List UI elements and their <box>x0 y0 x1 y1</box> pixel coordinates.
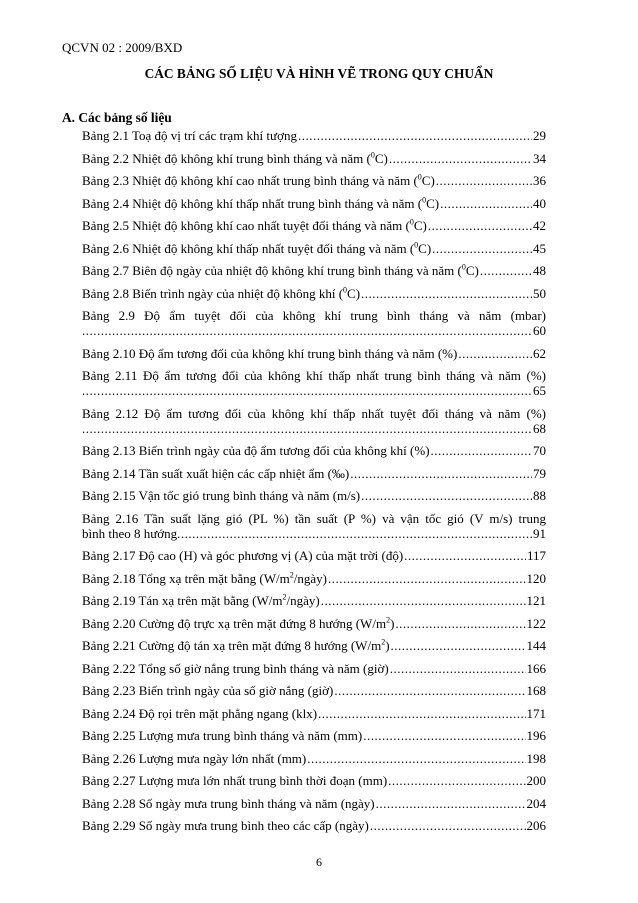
toc-entry-text: Bảng 2.14 Tần suất xuất hiện các cấp nhiệt ẩm (‰) <box>82 465 350 481</box>
toc-entry[interactable] <box>82 683 546 698</box>
toc-entry[interactable] <box>82 488 546 503</box>
toc-entry-text: C) <box>413 218 427 233</box>
dot-leader <box>395 616 525 631</box>
toc-entry-title <box>82 751 306 766</box>
toc-entry-title <box>82 593 320 608</box>
toc-entry[interactable] <box>82 773 546 788</box>
toc-entry[interactable] <box>82 218 546 233</box>
toc-page-number: 42 <box>533 218 546 233</box>
toc-entry[interactable] <box>82 751 546 766</box>
toc-entry[interactable] <box>82 151 546 166</box>
section-title: A. Các bảng số liệu <box>62 110 172 125</box>
dot-leader <box>328 571 526 586</box>
dot-leader <box>334 683 525 698</box>
document-header: QCVN 02 : 2009/BXD <box>62 40 183 55</box>
toc-entry-title <box>82 548 403 563</box>
toc-entry-text: Bảng 2.26 Lượng mưa ngày lớn nhất (mm) <box>82 750 307 766</box>
toc-page-number: 60 <box>533 323 546 338</box>
toc-entry[interactable] <box>82 593 546 608</box>
toc-page-number: 171 <box>526 705 546 721</box>
toc-page-number: 168 <box>526 683 546 698</box>
dot-leader <box>82 323 533 338</box>
toc-entry-text: ) <box>385 638 390 653</box>
toc-entry-title <box>82 661 389 676</box>
toc-entry-text: Bảng 2.2 Nhiệt độ không khí trung bình tháng và năm ( <box>82 150 371 166</box>
dot-leader <box>390 661 526 676</box>
toc-entry-title <box>82 151 388 166</box>
toc-entry-text: Bảng 2.8 Biến trình ngày của nhiệt độ không khí ( <box>82 285 344 301</box>
toc-entry-text: Bảng 2.21 Cường độ tán xạ trên mặt đứng 8 hướng (W/m <box>82 638 382 653</box>
toc-page-number: 121 <box>526 593 546 608</box>
toc-entry-text: /ngày) <box>293 570 327 586</box>
toc-entry-title <box>82 796 375 811</box>
superscript: 0 <box>370 150 375 160</box>
toc-entry[interactable] <box>82 196 546 211</box>
toc-entry-title-continued: bình theo 8 hướng <box>82 525 178 541</box>
toc-entry-title <box>82 638 390 653</box>
dot-leader <box>404 548 526 563</box>
toc-entry-title <box>82 683 333 698</box>
toc-entry-text: C) <box>426 195 440 211</box>
toc-entry[interactable] <box>82 346 546 361</box>
toc-entry-text: Bảng 2.22 Tổng số giờ nắng trung bình tháng và năm (giờ) <box>82 660 389 676</box>
toc-page-number: 79 <box>533 465 546 481</box>
toc-entry-text: Bảng 2.28 Số ngày mưa trung bình tháng và năm (ngày) <box>82 795 375 811</box>
toc-entry[interactable] <box>82 128 546 143</box>
toc-entry-text: C) <box>418 240 432 256</box>
page-number: 6 <box>316 855 322 869</box>
toc-page-number: 198 <box>526 750 546 766</box>
toc-entry-title <box>82 263 479 278</box>
toc-page-number: 88 <box>533 488 546 503</box>
dot-leader <box>318 706 525 721</box>
toc-page-number: 68 <box>533 420 546 436</box>
toc-page-number: 36 <box>533 173 546 188</box>
toc-page-number: 91 <box>533 525 546 541</box>
toc-entry-text: Bảng 2.25 Lượng mưa trung bình tháng và năm (mm) <box>82 728 363 743</box>
toc-page-number: 200 <box>526 773 546 788</box>
toc-entry-text: Bảng 2.19 Tán xạ trên mặt bằng (W/m <box>82 593 283 608</box>
toc-page-number: 48 <box>533 263 546 278</box>
toc-page-number: 122 <box>526 615 546 631</box>
toc-entry[interactable] <box>82 511 546 541</box>
toc-entry[interactable] <box>82 661 546 676</box>
superscript: 0 <box>409 217 414 227</box>
dot-leader <box>363 728 525 743</box>
dot-leader <box>307 751 525 766</box>
toc-entry-text: Bảng 2.7 Biên độ ngày của nhiệt độ không khí trung bình tháng và năm ( <box>82 263 462 278</box>
dot-leader <box>82 421 533 436</box>
dot-leader <box>440 196 532 211</box>
toc-entry-text: Bảng 2.15 Vận tốc gió trung bình tháng và năm (m/s) <box>82 488 361 503</box>
toc-entry-text: Bảng 2.20 Cường độ trực xạ trên mặt đứng 8 hướng (W/m <box>82 615 387 631</box>
dot-leader <box>389 151 532 166</box>
toc-entry-title <box>82 443 430 458</box>
dot-leader <box>370 818 526 833</box>
toc-entry-text: Bảng 2.10 Độ ẩm tương đối của không khí trung bình tháng và năm (%) <box>82 345 458 361</box>
dot-leader <box>432 241 532 256</box>
table-of-contents <box>82 128 546 841</box>
dot-leader <box>82 383 533 398</box>
toc-entry-title <box>82 346 457 361</box>
toc-entry-text: Bảng 2.5 Nhiệt độ không khí cao nhất tuyệt đối tháng và năm ( <box>82 218 410 233</box>
superscript: 0 <box>343 285 348 295</box>
superscript: 0 <box>414 240 419 250</box>
dot-leader <box>361 286 532 301</box>
toc-entry-title <box>82 196 439 211</box>
toc-page-number: 45 <box>533 240 546 256</box>
toc-page-number: 166 <box>526 660 546 676</box>
toc-entry[interactable] <box>82 466 546 481</box>
toc-page-number: 40 <box>533 195 546 211</box>
toc-entry-text: Bảng 2.29 Số ngày mưa trung bình theo các cấp (ngày) <box>82 818 369 833</box>
toc-entry-title <box>82 218 427 233</box>
toc-entry[interactable] <box>82 571 546 586</box>
toc-page-number: 70 <box>533 443 546 458</box>
dot-leader <box>350 466 532 481</box>
toc-page-number: 50 <box>533 285 546 301</box>
dot-leader <box>388 773 525 788</box>
toc-page-number: 120 <box>526 570 546 586</box>
toc-entry-text: Bảng 2.13 Biến trình ngày của độ ẩm tương đối của không khí (%) <box>82 443 430 458</box>
toc-entry[interactable] <box>82 241 546 256</box>
toc-entry[interactable] <box>82 548 546 563</box>
toc-entry-text: C) <box>421 173 435 188</box>
dot-leader <box>376 796 526 811</box>
toc-entry-title: Bảng 2.16 Tần suất lặng gió (PL %) tần suất (P %) và vận tốc gió (V m/s) trung <box>82 510 546 526</box>
dot-leader <box>431 443 532 458</box>
toc-entry[interactable] <box>82 728 546 743</box>
dot-leader <box>480 263 532 278</box>
toc-page-number: 29 <box>533 128 546 143</box>
toc-entry-title <box>82 488 360 503</box>
toc-entry[interactable] <box>82 818 546 833</box>
toc-entry-text: Bảng 2.27 Lượng mưa lớn nhất trung bình thời đoạn (mm) <box>82 773 388 788</box>
toc-entry[interactable] <box>82 263 546 278</box>
toc-entry-text: Bảng 2.17 Độ cao (H) và góc phương vị (A) của mặt trời (độ) <box>82 548 404 563</box>
toc-entry-title <box>82 818 369 833</box>
toc-entry-title <box>82 706 317 721</box>
superscript: 0 <box>417 172 422 182</box>
dot-leader <box>391 638 526 653</box>
superscript: 2 <box>386 615 391 625</box>
superscript: 0 <box>461 262 466 272</box>
toc-entry-title <box>82 286 360 301</box>
toc-entry[interactable] <box>82 308 546 338</box>
superscript: 2 <box>381 637 386 647</box>
toc-entry[interactable] <box>82 286 546 301</box>
toc-entry-title <box>82 773 387 788</box>
page-title: CÁC BẢNG SỐ LIỆU VÀ HÌNH VẼ TRONG QUY CHUẨN <box>144 66 494 81</box>
dot-leader <box>298 128 532 143</box>
toc-page-number: 65 <box>533 383 546 398</box>
toc-entry[interactable] <box>82 638 546 653</box>
toc-page-number: 196 <box>526 728 546 743</box>
toc-entry[interactable] <box>82 443 546 458</box>
toc-entry-text: Bảng 2.6 Nhiệt độ không khí thấp nhất tuyệt đối tháng và năm ( <box>82 240 415 256</box>
toc-entry-title <box>82 571 327 586</box>
toc-entry-title <box>82 728 362 743</box>
toc-entry[interactable] <box>82 368 546 398</box>
toc-page-number: 206 <box>526 818 546 833</box>
toc-entry[interactable] <box>82 616 546 631</box>
dot-leader <box>436 173 532 188</box>
toc-entry-title: Bảng 2.12 Độ ẩm tương đối của không khí thấp nhất tuyệt đối tháng và năm (%) <box>82 405 546 421</box>
toc-entry-text: Bảng 2.4 Nhiệt độ không khí thấp nhất trung bình tháng và năm ( <box>82 195 423 211</box>
toc-entry-title <box>82 466 349 481</box>
toc-entry[interactable] <box>82 406 546 436</box>
toc-entry-text: C) <box>374 150 388 166</box>
toc-entry-text: Bảng 2.18 Tổng xạ trên mặt bằng (W/m <box>82 570 290 586</box>
toc-entry[interactable] <box>82 706 546 721</box>
dot-leader <box>458 346 532 361</box>
toc-entry[interactable] <box>82 796 546 811</box>
toc-page-number: 204 <box>526 795 546 811</box>
dot-leader <box>428 218 532 233</box>
toc-entry-title: Bảng 2.9 Độ ẩm tuyệt đối của không khí trung bình tháng và năm (mbar) <box>82 308 546 323</box>
toc-entry-title <box>82 616 394 631</box>
dot-leader <box>361 488 532 503</box>
toc-entry-text: /ngày) <box>286 593 320 608</box>
superscript: 2 <box>289 570 294 580</box>
toc-entry-text: ) <box>390 615 395 631</box>
toc-page-number: 117 <box>526 548 546 563</box>
superscript: 0 <box>422 195 427 205</box>
toc-entry-title: Bảng 2.11 Độ ẩm tương đối của không khí thấp nhất trung bình tháng và năm (%) <box>82 368 546 383</box>
toc-entry-text: C) <box>465 263 479 278</box>
dot-leader <box>321 593 526 608</box>
toc-entry-text: C) <box>347 285 361 301</box>
toc-entry-text: Bảng 2.3 Nhiệt độ không khí cao nhất trung bình tháng và năm ( <box>82 173 418 188</box>
toc-page-number: 34 <box>533 150 546 166</box>
dot-leader <box>177 526 533 541</box>
toc-entry-title <box>82 128 297 143</box>
toc-page-number: 62 <box>533 345 546 361</box>
toc-entry-title <box>82 173 435 188</box>
toc-entry-text: Bảng 2.24 Độ rọi trên mặt phẳng ngang (klx) <box>82 705 318 721</box>
toc-entry[interactable] <box>82 173 546 188</box>
superscript: 2 <box>282 592 287 602</box>
toc-entry-text: Bảng 2.1 Toạ độ vị trí các trạm khí tượng <box>82 128 297 143</box>
toc-entry-text: Bảng 2.23 Biến trình ngày của số giờ nắng (giờ) <box>82 683 334 698</box>
toc-page-number: 144 <box>526 638 546 653</box>
toc-entry-title <box>82 241 431 256</box>
